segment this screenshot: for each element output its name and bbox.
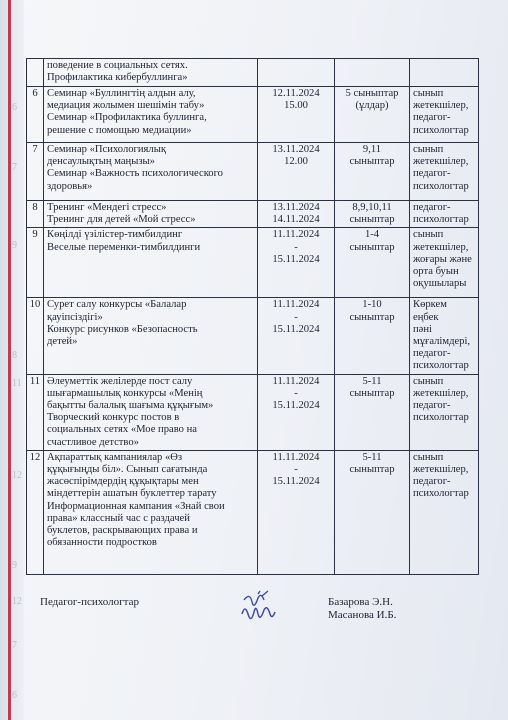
- event-title: Тренинг «Мендегі стресс» Тренинг для детей «Мой стресс»: [44, 201, 258, 228]
- table-row: [27, 143, 479, 201]
- event-title: поведение в социальных сетях. Профилактика кибербуллинга»: [44, 59, 258, 87]
- table-row: [27, 87, 479, 143]
- row-number: 7: [27, 143, 44, 201]
- event-title: Семинар «Психологиялық денсаулықтың маңызы» Семинар «Важность психологического здоровья»: [44, 143, 258, 201]
- responsible-persons: [410, 59, 479, 87]
- signer-name-2: Масанова И.Б.: [328, 609, 397, 621]
- table-row: [27, 59, 479, 87]
- event-date: 11.11.2024 - 15.11.2024: [258, 298, 335, 374]
- bleed-through-mark: 7: [12, 162, 17, 173]
- target-grades: [335, 59, 410, 87]
- event-title: Көңілді үзілістер-тимбилдинг Веселые переменки-тимбилдинги: [44, 228, 258, 298]
- event-date: 11.11.2024 - 15.11.2024: [258, 450, 335, 574]
- signature-block: [0, 596, 508, 656]
- row-number: 6: [27, 87, 44, 143]
- target-grades: 5 сыныптар (ұлдар): [335, 87, 410, 143]
- event-title: Семинар «Буллингтің алдын алу, медиация жолымен шешімін табу» Семинар «Профилактика буллинга, решение с помощью медиации»: [44, 87, 258, 143]
- responsible-persons: сынып жетекшілер, педагог- психологтар: [410, 374, 479, 450]
- target-grades: 5-11 сыныптар: [335, 450, 410, 574]
- target-grades: 5-11 сыныптар: [335, 374, 410, 450]
- handwritten-signature: [238, 590, 278, 626]
- bleed-through-mark: 12: [12, 596, 22, 607]
- table-row: [27, 374, 479, 450]
- table-row: [27, 450, 479, 574]
- responsible-persons: сынып жетекшілер, педагог- психологтар: [410, 143, 479, 201]
- signer-role: Педагог-психологтар: [40, 596, 139, 608]
- responsible-persons: сынып жетекшілер, жоғары және орта буын оқушылары: [410, 228, 479, 298]
- bleed-through-mark: 6: [12, 102, 17, 113]
- signer-name-1: Базарова Э.Н.: [328, 596, 393, 608]
- signer-names: [328, 596, 396, 622]
- target-grades: 8,9,10,11 сыныптар: [335, 201, 410, 228]
- target-grades: 1-10 сыныптар: [335, 298, 410, 374]
- row-number: 12: [27, 450, 44, 574]
- event-date: [258, 59, 335, 87]
- target-grades: 9,11 сыныптар: [335, 143, 410, 201]
- table-body: [27, 59, 479, 575]
- row-number: [27, 59, 44, 87]
- responsible-persons: Көркем еңбек пәні мұғалімдері, педагог- психологтар: [410, 298, 479, 374]
- row-number: 9: [27, 228, 44, 298]
- event-title: Әлеуметтік желілерде пост салу шығармашылық конкурсы «Менің бақытты балалық шағыма құқығым» Творческий конкурс постов в социальных сетях «Мое право на счастливое детство»: [44, 374, 258, 450]
- event-plan-table: [26, 58, 479, 575]
- bleed-through-mark: 7: [12, 640, 17, 651]
- row-number: 8: [27, 201, 44, 228]
- table-row: [27, 228, 479, 298]
- event-date: 13.11.2024 14.11.2024: [258, 201, 335, 228]
- table-row: [27, 298, 479, 374]
- event-date: 13.11.2024 12.00: [258, 143, 335, 201]
- responsible-persons: педагог- психологтар: [410, 201, 479, 228]
- event-title: Сурет салу конкурсы «Балалар қауіпсіздігі» Конкурс рисунков «Безопасность детей»: [44, 298, 258, 374]
- row-number: 10: [27, 298, 44, 374]
- responsible-persons: сынып жетекшілер, педагог- психологтар: [410, 87, 479, 143]
- table-row: [27, 201, 479, 228]
- responsible-persons: сынып жетекшілер, педагог- психологтар: [410, 450, 479, 574]
- event-title: Ақпараттық кампаниялар «Өз құқығыңды біл». Сынып сағатында жасөспірімдердің құқықтары мен міндеттерін ашатын буклеттер тарату Информационная кампания «Знай свои права» классный час с раздачей буклетов, раскрывающих права и обязанности подростков: [44, 450, 258, 574]
- event-date: 12.11.2024 15.00: [258, 87, 335, 143]
- bleed-through-mark: 9: [12, 560, 17, 571]
- event-date: 11.11.2024 - 15.11.2024: [258, 228, 335, 298]
- event-date: 11.11.2024 - 15.11.2024: [258, 374, 335, 450]
- bleed-through-mark: 12: [12, 470, 22, 481]
- bleed-through-mark: 11: [12, 378, 22, 389]
- target-grades: 1-4 сыныптар: [335, 228, 410, 298]
- bleed-through-mark: 6: [12, 690, 17, 701]
- bleed-through-mark: 9: [12, 240, 17, 251]
- row-number: 11: [27, 374, 44, 450]
- bleed-through-mark: 8: [12, 350, 17, 361]
